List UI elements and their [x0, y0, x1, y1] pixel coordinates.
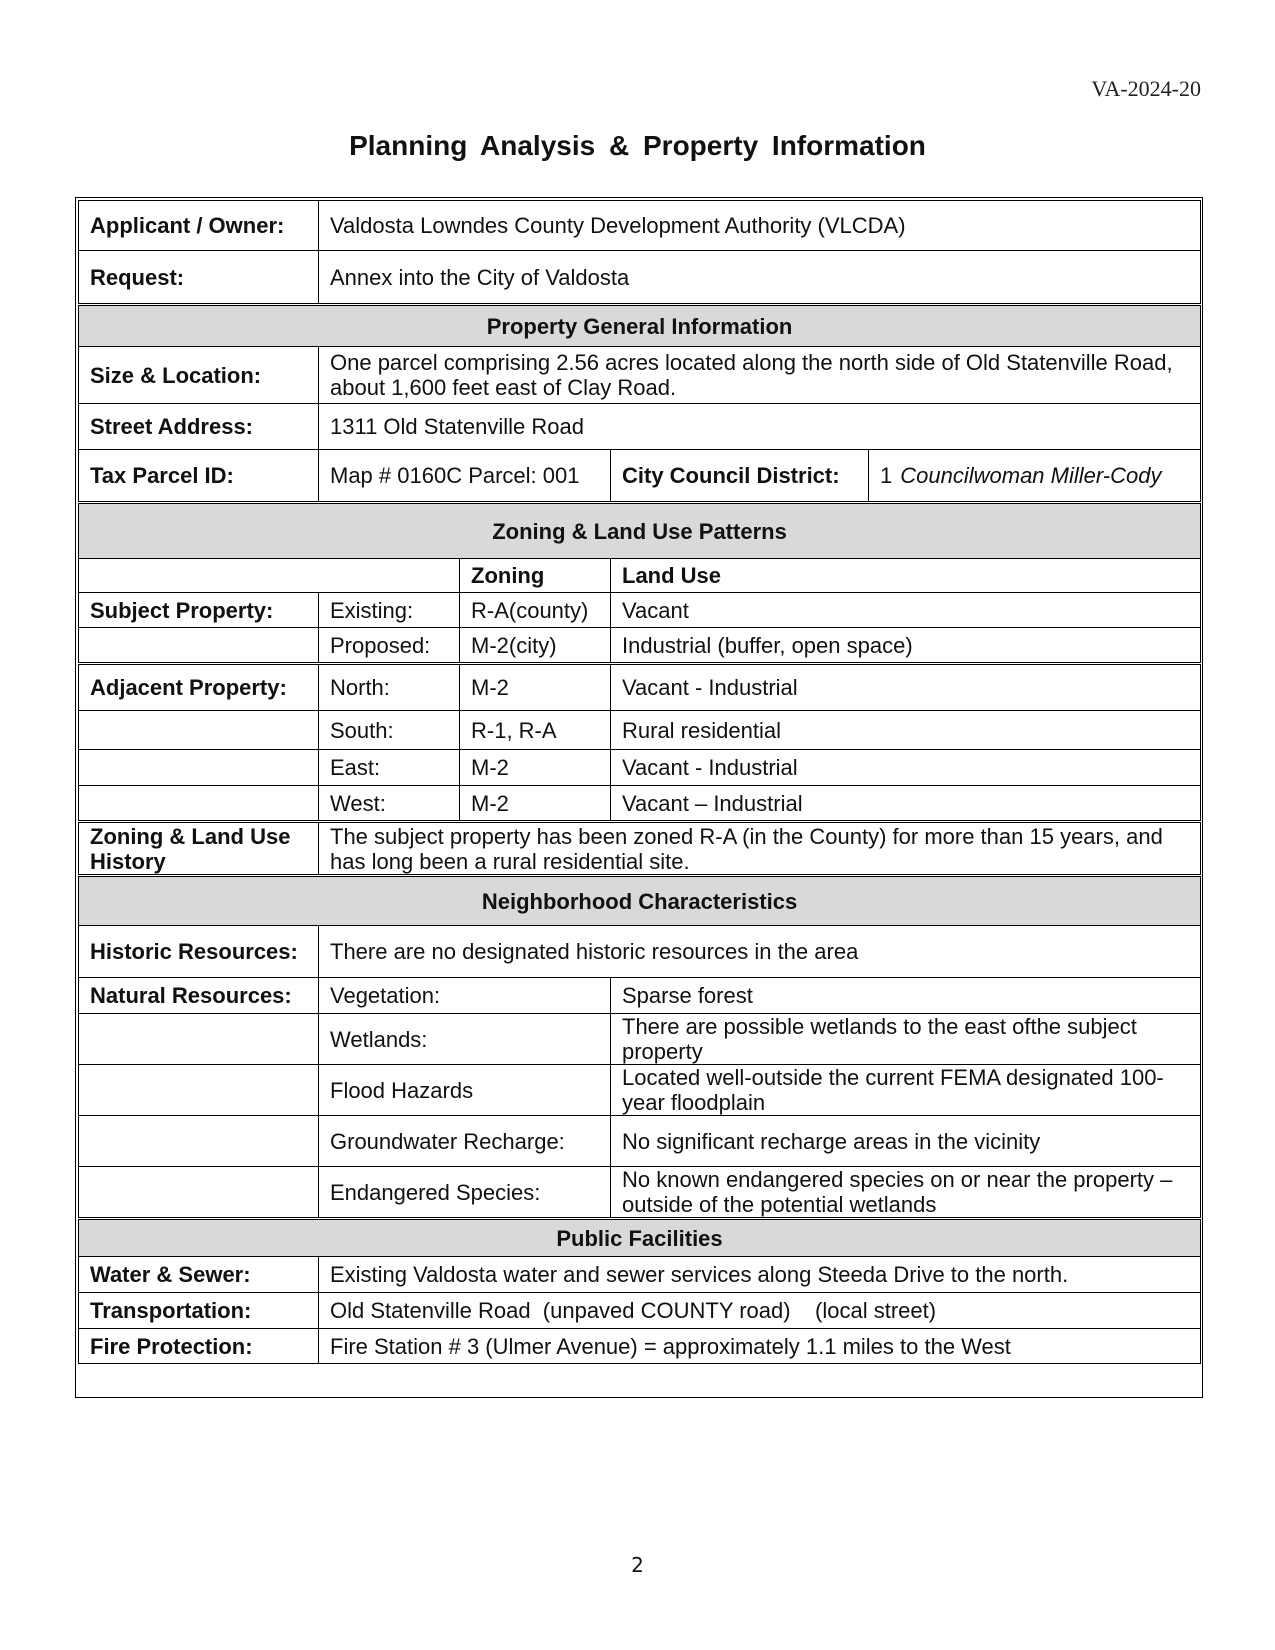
request-row [79, 251, 1201, 305]
street-address-value: 1311 Old Statenville Road [319, 404, 1201, 450]
natural-flood-row [79, 1065, 1201, 1116]
applicant-value: Valdosta Lowndes County Development Authority (VLCDA) [319, 201, 1201, 251]
natural-groundwater-blank [79, 1116, 319, 1167]
natural-vegetation-label: Vegetation: [319, 978, 611, 1014]
subject-property-label: Subject Property: [79, 593, 319, 628]
street-address-row [79, 404, 1201, 450]
natural-wetlands-label: Wetlands: [319, 1014, 611, 1065]
adjacent-west-row [79, 786, 1201, 822]
adjacent-west-blank [79, 786, 319, 822]
subject-proposed-land-use: Industrial (buffer, open space) [611, 628, 1201, 664]
natural-groundwater-value: No significant recharge areas in the vicinity [611, 1116, 1201, 1167]
adjacent-south-land-use: Rural residential [611, 711, 1201, 750]
transportation-row [79, 1293, 1201, 1329]
historic-resources-row [79, 926, 1201, 978]
adjacent-east-blank [79, 750, 319, 786]
page-number: 2 [631, 1553, 644, 1577]
adjacent-south-zoning: R-1, R-A [460, 711, 611, 750]
council-district-number: 1 [880, 463, 893, 488]
natural-groundwater-label: Groundwater Recharge: [319, 1116, 611, 1167]
adjacent-east-row [79, 750, 1201, 786]
request-label: Request: [79, 251, 319, 305]
section-facilities-heading: Public Facilities [79, 1219, 1201, 1257]
council-member: Councilwoman Miller-Cody [900, 463, 1162, 488]
adjacent-east-zoning: M-2 [460, 750, 611, 786]
transportation-value: Old Statenville Road (unpaved COUNTY road) (local street) [319, 1293, 1201, 1329]
adjacent-west-land-use: Vacant – Industrial [611, 786, 1201, 822]
zoning-history-value: The subject property has been zoned R-A (in the County) for more than 15 years, and has long been a rural residential site. [319, 822, 1201, 876]
zoning-header-blank [79, 559, 460, 593]
adjacent-north-label: North: [319, 664, 460, 711]
tax-parcel-label: Tax Parcel ID: [79, 450, 319, 503]
natural-resources-label: Natural Resources: [79, 978, 319, 1014]
land-use-column-header: Land Use [611, 559, 1201, 593]
historic-resources-label: Historic Resources: [79, 926, 319, 978]
natural-endangered-blank [79, 1167, 319, 1219]
section-general [79, 305, 1201, 347]
adjacent-east-land-use: Vacant - Industrial [611, 750, 1201, 786]
adjacent-south-blank [79, 711, 319, 750]
zoning-column-header: Zoning [460, 559, 611, 593]
council-district-value [869, 450, 1201, 503]
street-address-label: Street Address: [79, 404, 319, 450]
section-neighborhood [79, 876, 1201, 926]
adjacent-property-label: Adjacent Property: [79, 664, 319, 711]
page-title: Planning Analysis & Property Information [349, 130, 926, 161]
section-zoning [79, 503, 1201, 559]
transportation-label: Transportation: [79, 1293, 319, 1329]
section-general-heading: Property General Information [79, 305, 1201, 347]
adjacent-north-zoning: M-2 [460, 664, 611, 711]
section-neighborhood-heading: Neighborhood Characteristics [79, 876, 1201, 926]
natural-flood-value: Located well-outside the current FEMA designated 100-year floodplain [611, 1065, 1201, 1116]
request-value: Annex into the City of Valdosta [319, 251, 1201, 305]
adjacent-north-row [79, 664, 1201, 711]
water-sewer-label: Water & Sewer: [79, 1257, 319, 1293]
size-location-value: One parcel comprising 2.56 acres located along the north side of Old Statenville Road, about 1,600 feet east of Clay Road. [319, 347, 1201, 404]
tax-parcel-value: Map # 0160C Parcel: 001 [319, 450, 611, 503]
water-sewer-value: Existing Valdosta water and sewer services along Steeda Drive to the north. [319, 1257, 1201, 1293]
adjacent-west-label: West: [319, 786, 460, 822]
subject-existing-zoning: R-A(county) [460, 593, 611, 628]
adjacent-south-row [79, 711, 1201, 750]
natural-endangered-label: Endangered Species: [319, 1167, 611, 1219]
zoning-history-row [79, 822, 1201, 876]
subject-existing-land-use: Vacant [611, 593, 1201, 628]
case-number: VA-2024-20 [1091, 76, 1201, 101]
adjacent-north-land-use: Vacant - Industrial [611, 664, 1201, 711]
natural-vegetation-row [79, 978, 1201, 1014]
adjacent-east-label: East: [319, 750, 460, 786]
fire-protection-value: Fire Station # 3 (Ulmer Avenue) = approximately 1.1 miles to the West [319, 1329, 1201, 1364]
adjacent-south-label: South: [319, 711, 460, 750]
adjacent-west-zoning: M-2 [460, 786, 611, 822]
zoning-header-row [79, 559, 1201, 593]
natural-wetlands-value: There are possible wetlands to the east ofthe subject property [611, 1014, 1201, 1065]
historic-resources-value: There are no designated historic resources in the area [319, 926, 1201, 978]
natural-flood-blank [79, 1065, 319, 1116]
council-district-label: City Council District: [611, 450, 869, 503]
section-zoning-heading: Zoning & Land Use Patterns [79, 503, 1201, 559]
natural-wetlands-blank [79, 1014, 319, 1065]
size-location-row [79, 347, 1201, 404]
natural-wetlands-row [79, 1014, 1201, 1065]
natural-endangered-row [79, 1167, 1201, 1219]
fire-protection-row [79, 1329, 1201, 1364]
subject-existing-row [79, 593, 1201, 628]
natural-vegetation-value: Sparse forest [611, 978, 1201, 1014]
zoning-history-label: Zoning & Land Use History [79, 822, 319, 876]
subject-existing-label: Existing: [319, 593, 460, 628]
fire-protection-label: Fire Protection: [79, 1329, 319, 1364]
section-facilities [79, 1219, 1201, 1257]
water-sewer-row [79, 1257, 1201, 1293]
natural-endangered-value: No known endangered species on or near the property – outside of the potential wetlands [611, 1167, 1201, 1219]
applicant-row [79, 201, 1201, 251]
natural-flood-label: Flood Hazards [319, 1065, 611, 1116]
property-info-table [78, 200, 1201, 1364]
natural-groundwater-row [79, 1116, 1201, 1167]
subject-proposed-label: Proposed: [319, 628, 460, 664]
subject-proposed-blank [79, 628, 319, 664]
tax-parcel-row [79, 450, 1201, 503]
subject-proposed-row [79, 628, 1201, 664]
applicant-label: Applicant / Owner: [79, 201, 319, 251]
subject-proposed-zoning: M-2(city) [460, 628, 611, 664]
size-location-label: Size & Location: [79, 347, 319, 404]
